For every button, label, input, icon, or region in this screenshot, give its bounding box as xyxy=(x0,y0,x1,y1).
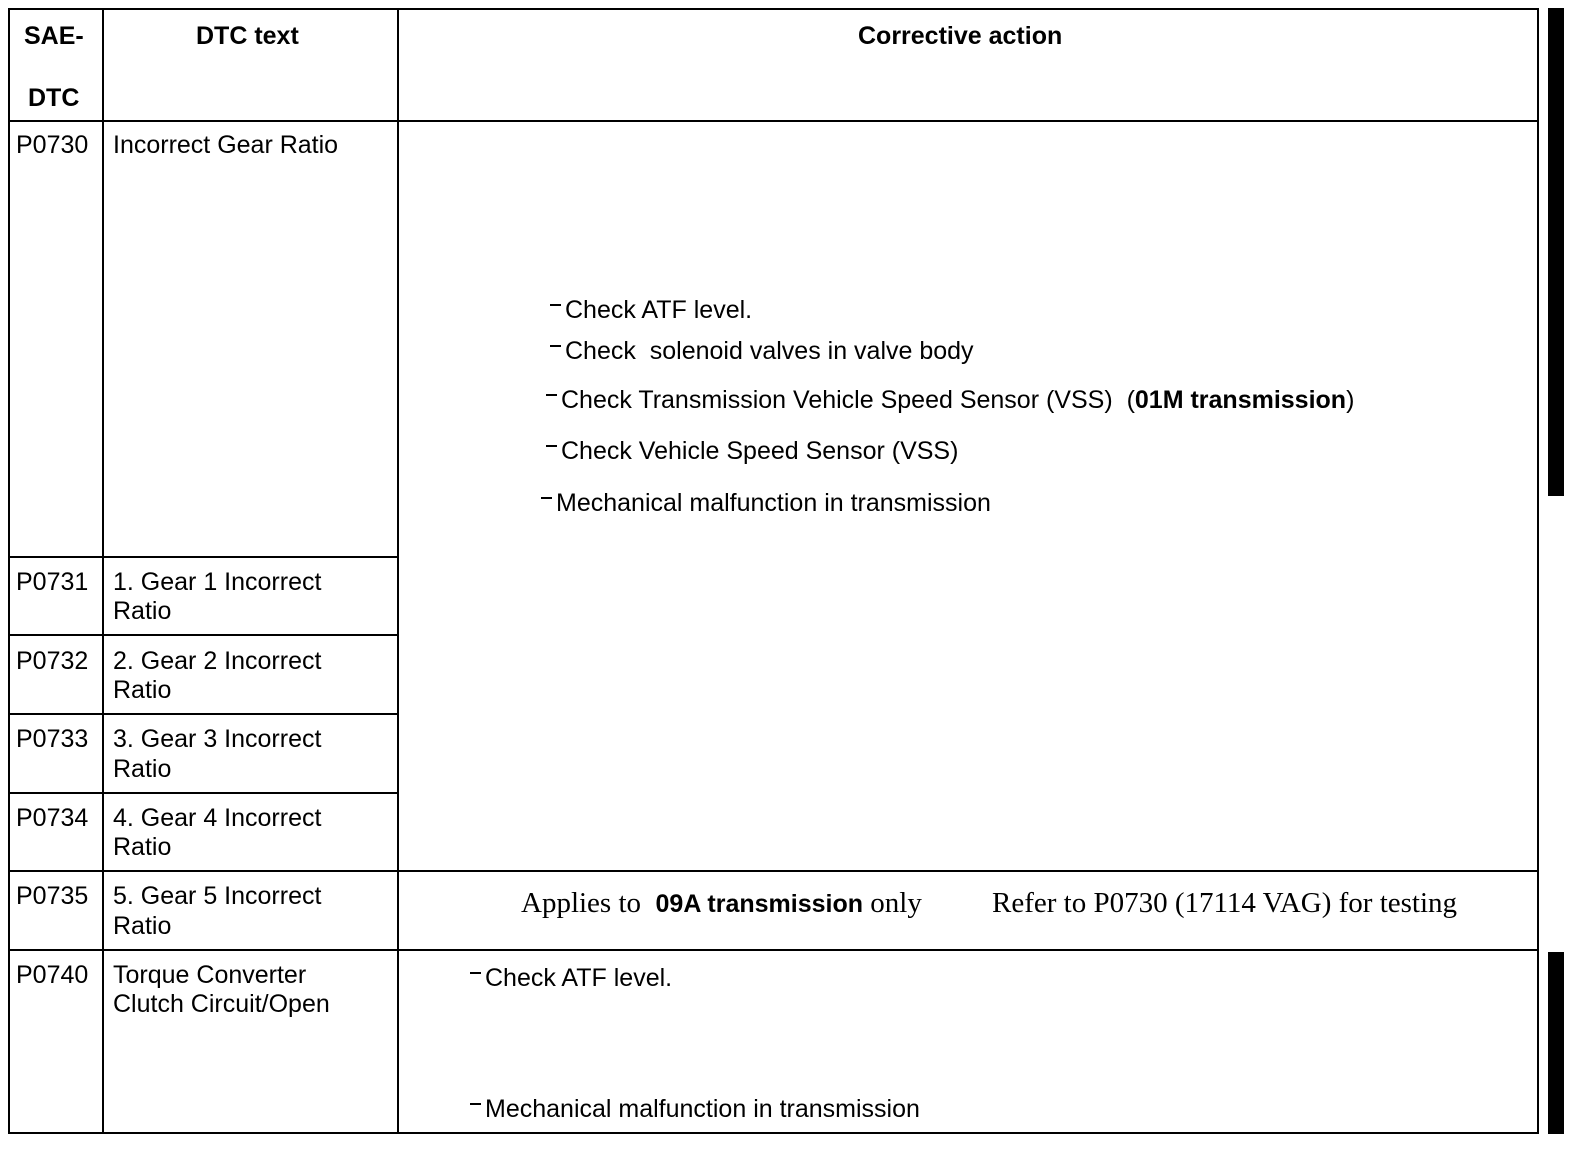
dash-bullet xyxy=(541,497,552,499)
dtc-code-p0732: P0732 xyxy=(16,647,89,675)
action-item-check-vss: Check Vehicle Speed Sensor (VSS) xyxy=(546,436,958,466)
dash-bullet xyxy=(550,304,561,306)
dtc-text-p0731-line1: 1. Gear 1 Incorrect xyxy=(113,568,322,596)
dash-bullet xyxy=(470,1103,481,1105)
dtc-code-p0730: P0730 xyxy=(16,131,89,159)
dtc-text-p0740-line2: Clutch Circuit/Open xyxy=(113,990,330,1018)
table-border-bottom xyxy=(8,1132,1539,1134)
action-p0735: Applies to 09A transmission only xyxy=(521,887,922,919)
header-corrective-action: Corrective action xyxy=(858,22,1063,50)
row-divider-p0730 xyxy=(8,556,399,558)
header-code-line1: SAE- xyxy=(24,22,84,50)
row-divider-header xyxy=(8,120,1539,122)
dash-bullet xyxy=(550,345,561,347)
dtc-text-p0733-line1: 3. Gear 3 Incorrect xyxy=(113,725,322,753)
right-edge-bar-lower xyxy=(1548,952,1564,1134)
table-border-left xyxy=(8,8,10,1134)
action-item-check-atf: Check ATF level. xyxy=(550,295,752,325)
dash-bullet xyxy=(546,445,557,447)
table-border-top xyxy=(8,8,1539,10)
table-border-right xyxy=(1537,8,1539,1134)
dtc-text-p0740-line1: Torque Converter xyxy=(113,961,307,989)
dash-bullet xyxy=(546,394,557,396)
dtc-text-p0734-line2: Ratio xyxy=(113,833,172,861)
bold-01m-transmission: 01M transmission xyxy=(1134,386,1347,414)
dtc-text-p0732-line1: 2. Gear 2 Incorrect xyxy=(113,647,322,675)
dtc-text-p0730: Incorrect Gear Ratio xyxy=(113,131,339,159)
action-item-check-tvss: Check Transmission Vehicle Speed Sensor (VSS) (01M transmission) xyxy=(546,385,1354,415)
action-item-check-solenoid: Check solenoid valves in valve body xyxy=(550,336,974,366)
dtc-text-p0735-line2: Ratio xyxy=(113,912,172,940)
bold-09a-transmission: 09A transmission xyxy=(655,890,864,918)
action-p0740-check-atf: Check ATF level. xyxy=(470,963,672,993)
dtc-code-p0735: P0735 xyxy=(16,882,89,910)
row-divider-p0734 xyxy=(8,870,1539,872)
dtc-code-p0740: P0740 xyxy=(16,961,89,989)
header-code-line2: DTC xyxy=(28,84,80,112)
dtc-code-p0733: P0733 xyxy=(16,725,89,753)
dtc-text-p0732-line2: Ratio xyxy=(113,676,172,704)
dtc-text-p0731-line2: Ratio xyxy=(113,597,172,625)
dtc-code-p0734: P0734 xyxy=(16,804,89,832)
action-p0735-refer: Refer to P0730 (17114 VAG) for testing xyxy=(992,887,1458,919)
right-edge-bar xyxy=(1548,8,1564,496)
action-item-mechanical-malfunction: Mechanical malfunction in transmission xyxy=(541,488,991,518)
dtc-text-p0735-line1: 5. Gear 5 Incorrect xyxy=(113,882,322,910)
dtc-text-p0733-line2: Ratio xyxy=(113,755,172,783)
dtc-text-p0734-line1: 4. Gear 4 Incorrect xyxy=(113,804,322,832)
row-divider-p0733 xyxy=(8,792,399,794)
row-divider-p0732 xyxy=(8,713,399,715)
col-divider-2 xyxy=(397,8,399,1134)
dash-bullet xyxy=(470,972,481,974)
row-divider-p0735 xyxy=(8,949,1539,951)
row-divider-p0731 xyxy=(8,634,399,636)
header-dtc-text: DTC text xyxy=(196,22,299,50)
dtc-code-p0731: P0731 xyxy=(16,568,89,596)
col-divider-1 xyxy=(102,8,104,1134)
action-p0740-mechanical-malfunction: Mechanical malfunction in transmission xyxy=(470,1094,920,1124)
